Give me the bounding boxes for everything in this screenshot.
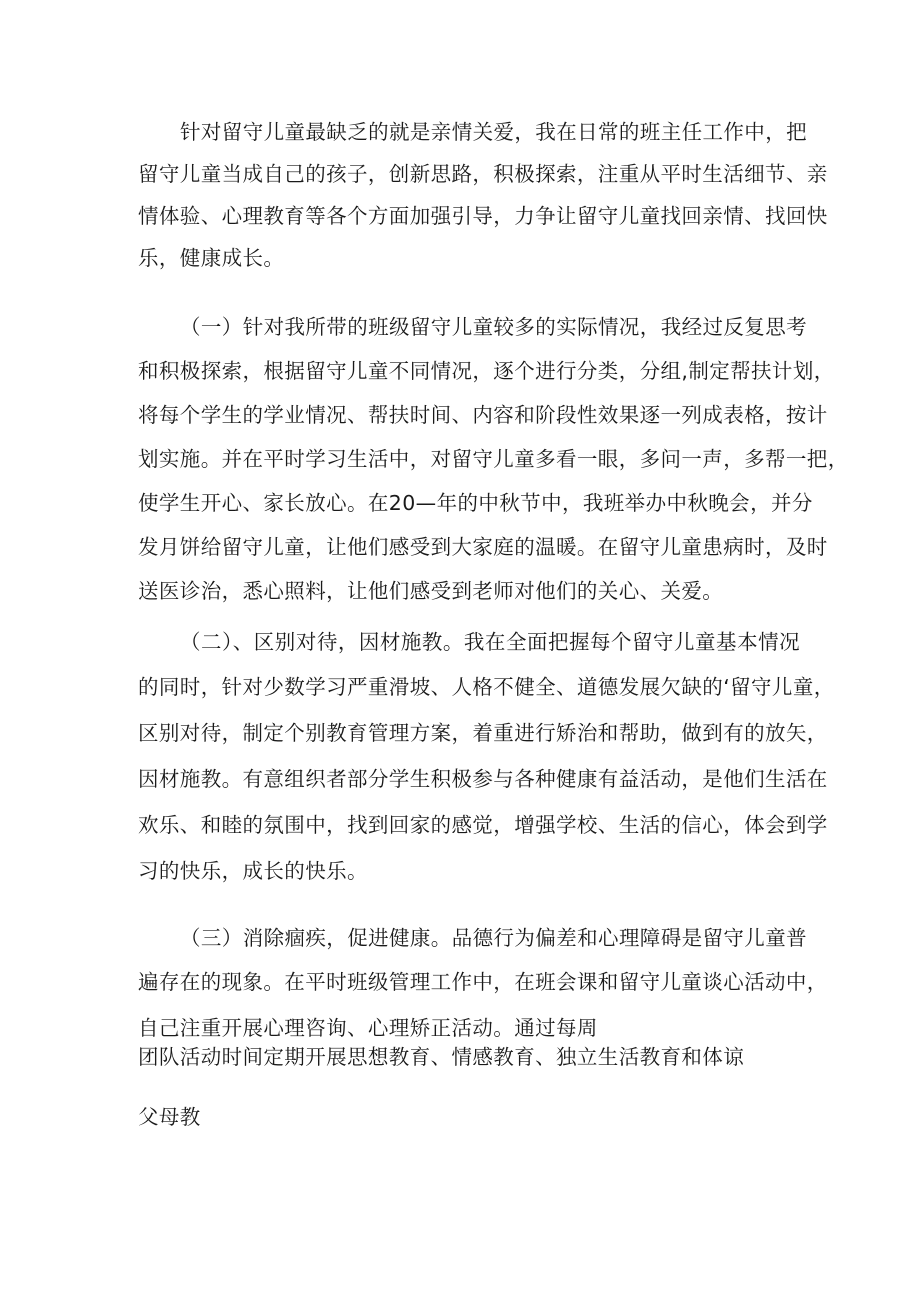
text-line: 乐，健康成长。: [138, 246, 285, 270]
text-line: 划实施。并在平时学习生活中，对留守儿童多看一眼，多问一声，多帮一把，: [138, 447, 849, 471]
text-line: 父母教: [138, 1105, 201, 1129]
text-line: 区别对待，制定个别教育管理方案，着重进行矫治和帮助，做到有的放矢，: [138, 721, 828, 745]
text-line: 因材施教。有意组织者部分学生积极参与各种健康有益活动，是他们生活在: [138, 767, 828, 791]
text-line: 自己注重开展心理咨询、心理矫正活动。通过每周: [138, 1016, 598, 1040]
text-line: 针对留守儿童最缺乏的就是亲情关爱，我在日常的班主任工作中，把: [180, 120, 807, 144]
text-line: 发月饼给留守儿童，让他们感受到大家庭的温暖。在留守儿童患病时，及时: [138, 535, 828, 559]
text-line: 情体验、心理教育等各个方面加强引导，力争让留守儿童找回亲情、找回快: [138, 204, 828, 228]
text-line: 送医诊治，悉心照料，让他们感受到老师对他们的关心、关爱。: [138, 579, 724, 603]
text-line: 习的快乐，成长的快乐。: [138, 859, 368, 883]
text-line: 欢乐、和睦的氛围中，找到回家的感觉，增强学校、生活的信心，体会到学: [138, 813, 828, 837]
text-line: 团队活动时间定期开展思想教育、情感教育、独立生活教育和体谅: [138, 1045, 745, 1069]
text-line: （二）、区别对待，因材施教。我在全面把握每个留守儿童基本情况: [180, 630, 800, 654]
text-line: 使学生开心、家长放心。在20—年的中秋节中，我班举办中秋晚会，并分: [138, 491, 813, 515]
text-line: 和积极探索，根据留守儿童不同情况，逐个进行分类，分组,制定帮扶计划，: [138, 359, 835, 383]
text-line: 遍存在的现象。在平时班级管理工作中，在班会课和留守儿童谈心活动中，: [138, 970, 828, 994]
text-line: （三）消除痼疾，促进健康。品德行为偏差和心理障碍是留守儿童普: [180, 926, 807, 950]
text-line: 留守儿童当成自己的孩子，创新思路，积极探索，注重从平时生活细节、亲: [138, 162, 828, 186]
text-line: 的同时，针对少数学习严重滑坡、人格不健全、道德发展欠缺的‘留守儿童，: [138, 675, 835, 699]
text-line: 将每个学生的学业情况、帮扶时间、内容和阶段性效果逐一列成表格，按计: [138, 403, 828, 427]
text-line: （一）针对我所带的班级留守儿童较多的实际情况，我经过反复思考: [180, 315, 807, 339]
